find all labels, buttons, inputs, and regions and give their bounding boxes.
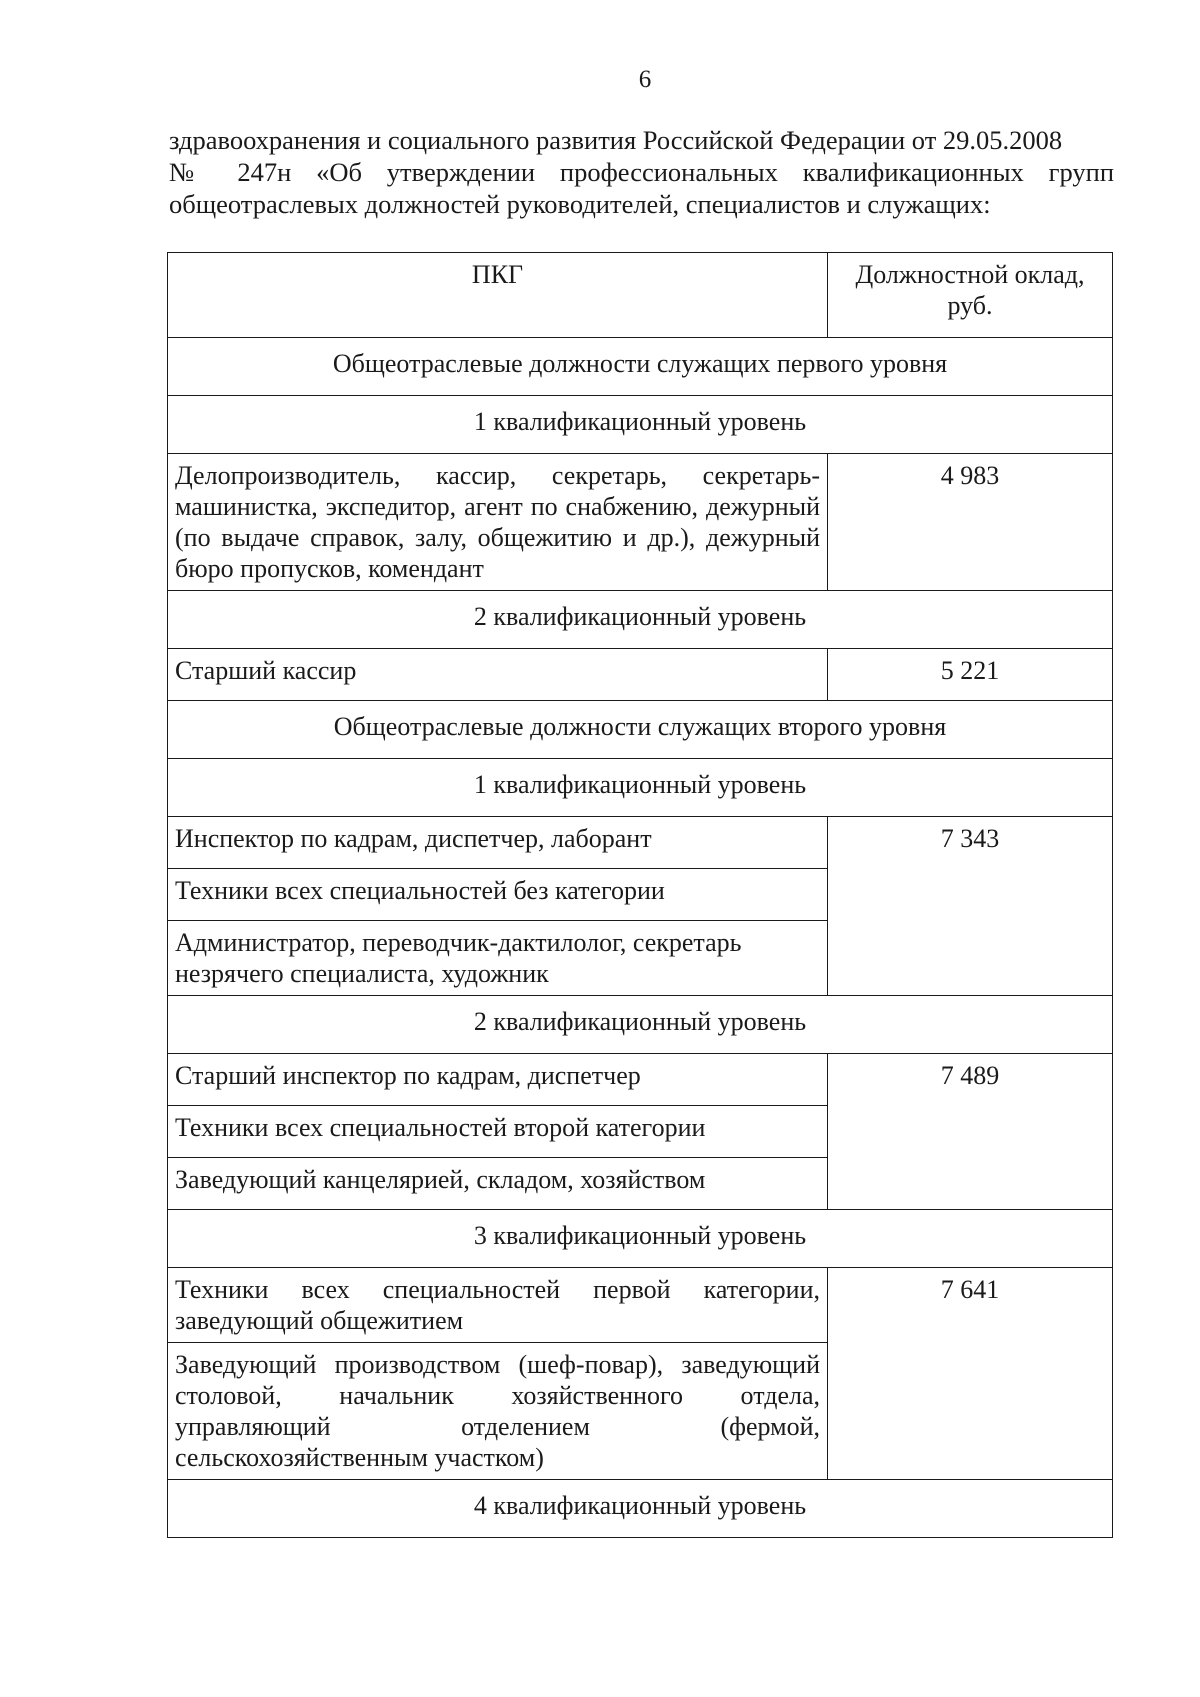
level-row — [168, 1480, 1113, 1538]
level-row — [168, 591, 1113, 649]
salary-cell: 7 489 — [828, 1054, 1113, 1210]
salary-table — [167, 252, 1113, 1538]
section-title-level-one: Общеотраслевые должности служащих первого уровня — [168, 338, 1113, 396]
header-pkg: ПКГ — [168, 253, 828, 338]
position-cell: Инспектор по кадрам, диспетчер, лаборант — [168, 817, 828, 869]
table-row — [168, 1054, 1113, 1106]
section-row — [168, 338, 1113, 396]
header-salary: Должностной оклад, руб. — [828, 253, 1113, 338]
level-row — [168, 759, 1113, 817]
position-cell: Заведующий канцелярией, складом, хозяйством — [168, 1158, 828, 1210]
qualification-level-title: 1 квалификационный уровень — [168, 759, 1113, 817]
qualification-level-title: 2 квалификационный уровень — [168, 591, 1113, 649]
level-row — [168, 396, 1113, 454]
intro-line-2: № 247н «Об утверждении профессиональных квалификационных групп — [169, 157, 1114, 187]
qualification-level-title: 1 квалификационный уровень — [168, 396, 1113, 454]
section-row — [168, 701, 1113, 759]
position-cell: Техники всех специальностей второй категории — [168, 1106, 828, 1158]
table-row — [168, 817, 1113, 869]
table-row — [168, 454, 1113, 591]
position-cell: Старший кассир — [168, 649, 828, 701]
position-cell: Техники всех специальностей первой категории, заведующий общежитием — [168, 1268, 828, 1343]
page-number: 6 — [638, 66, 652, 93]
intro-line-1: здравоохранения и социального развития Российской Федерации от 29.05.2008 — [169, 125, 1063, 155]
qualification-level-title: 3 квалификационный уровень — [168, 1210, 1113, 1268]
qualification-level-title: 2 квалификационный уровень — [168, 996, 1113, 1054]
qualification-level-title: 4 квалификационный уровень — [168, 1480, 1113, 1538]
level-row — [168, 996, 1113, 1054]
intro-paragraph — [169, 124, 1114, 220]
salary-cell: 4 983 — [828, 454, 1113, 591]
salary-cell: 7 641 — [828, 1268, 1113, 1480]
position-cell: Техники всех специальностей без категории — [168, 869, 828, 921]
level-row — [168, 1210, 1113, 1268]
table-row — [168, 1268, 1113, 1343]
table-header-row — [168, 253, 1113, 338]
position-cell: Делопроизводитель, кассир, секретарь, секретарь-машинистка, экспедитор, агент по снабжению, дежурный (по выдаче справок, залу, общежитию и др.), дежурный бюро пропусков, комендант — [168, 454, 828, 591]
position-cell: Заведующий производством (шеф-повар), заведующий столовой, начальник хозяйственного отдела, управляющий отделением (фермой, сельскохозяйственным участком) — [168, 1343, 828, 1480]
intro-line-3: общеотраслевых должностей руководителей, специалистов и служащих: — [169, 189, 991, 219]
section-title-level-two: Общеотраслевые должности служащих второго уровня — [168, 701, 1113, 759]
salary-cell: 5 221 — [828, 649, 1113, 701]
table-row — [168, 649, 1113, 701]
position-cell: Администратор, переводчик-дактилолог, секретарь незрячего специалиста, художник — [168, 921, 828, 996]
salary-cell: 7 343 — [828, 817, 1113, 996]
position-cell: Старший инспектор по кадрам, диспетчер — [168, 1054, 828, 1106]
